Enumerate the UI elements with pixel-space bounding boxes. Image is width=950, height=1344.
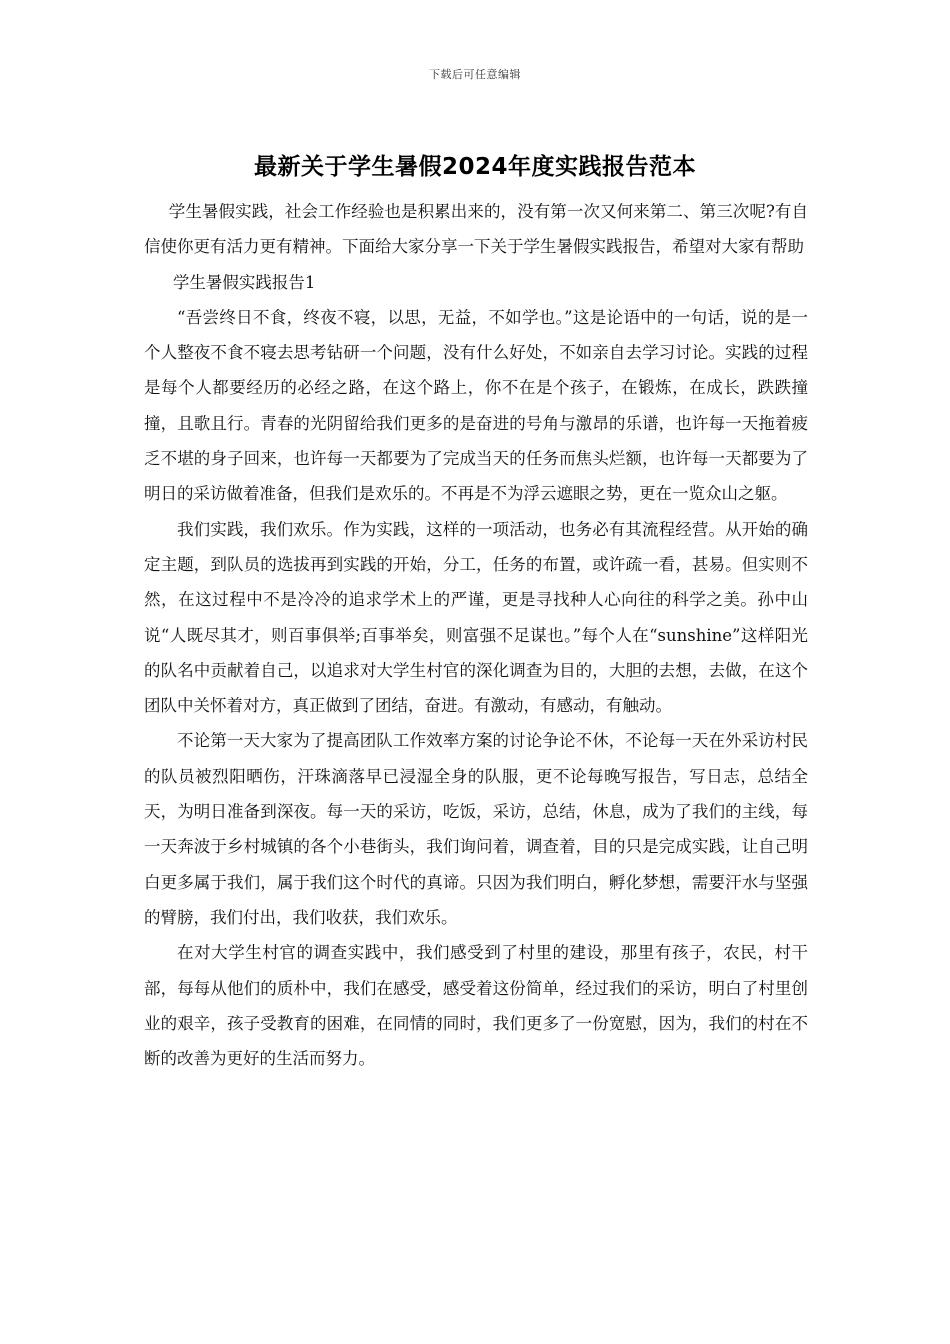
section-heading: 学生暑假实践报告1: [172, 272, 316, 292]
document-body: [144, 194, 808, 1076]
body-paragraph: “吾尝终日不食，终夜不寝，以思，无益，不如学也。”这是论语中的一句话，说的是一个人整夜不食不寝去思考钻研一个问题，没有什么好处，不如亲自去学习讨论。实践的过程是每个人都要经历的必经之路，在这个路上，你不在是个孩子，在锻炼，在成长，跌跌撞撞，且歌且行。青春的光阴留给我们更多的是奋进的号角与激昂的乐谱，也许每一天拖着疲乏不堪的身子回来，也许每一天都要为了完成当天的任务而焦头烂额，也许每一天都要为了明日的采访做着准备，但我们是欢乐的。不再是不为浮云遮眼之势，更在一览众山之躯。: [144, 307, 808, 504]
body-paragraph: 不论第一天大家为了提高团队工作效率方案的讨论争论不休，不论每一天在外采访村民的队员被烈阳晒伤，汗珠滴落早已浸湿全身的队服，更不论每晚写报告，写日志，总结全天，为明日准备到深夜。每一天的采访，吃饭，采访，总结，休息，成为了我们的主线，每一天奔波于乡村城镇的各个小巷街头，我们询问着，调查着，目的只是完成实践，让自己明白更多属于我们，属于我们这个时代的真谛。只因为我们明白，孵化梦想，需要汗水与坚强的臂膀，我们付出，我们收获，我们欢乐。: [144, 731, 808, 927]
document-title: 最新关于学生暑假2024年度实践报告范本: [253, 154, 696, 180]
body-paragraph: 在对大学生村官的调查实践中，我们感受到了村里的建设，那里有孩子，农民，村干部，每每从他们的质朴中，我们在感受，感受着这份简单，经过我们的采访，明白了村里创业的艰辛，孩子受教育的困难，在同情的同时，我们更多了一份宽慰，因为，我们的村在不断的改善为更好的生活而努力。: [144, 943, 808, 1069]
intro-paragraph: 学生暑假实践，社会工作经验也是积累出来的，没有第一次又何来第二、第三次呢?有自信使你更有活力更有精神。下面给大家分享一下关于学生暑假实践报告，希望对大家有帮助: [144, 202, 808, 257]
body-paragraph: 我们实践，我们欢乐。作为实践，这样的一项活动，也务必有其流程经营。从开始的确定主题，到队员的选拔再到实践的开始，分工，任务的布置，或许疏一看，甚易。但实则不然，在这过程中不是冷冷的追求学术上的严谨，更是寻找种人心向往的科学之美。孙中山说“人既尽其才，则百事俱举;百事举矣，则富强不足谋也。”每个人在“sunshine”这样阳光的队名中贡献着自己，以追求对大学生村官的深化调查为目的，大胆的去想，去做，在这个团队中关怀着对方，真正做到了团结，奋进。有激动，有感动，有触动。: [144, 519, 808, 716]
header-note: 下载后可任意编辑: [429, 68, 521, 81]
